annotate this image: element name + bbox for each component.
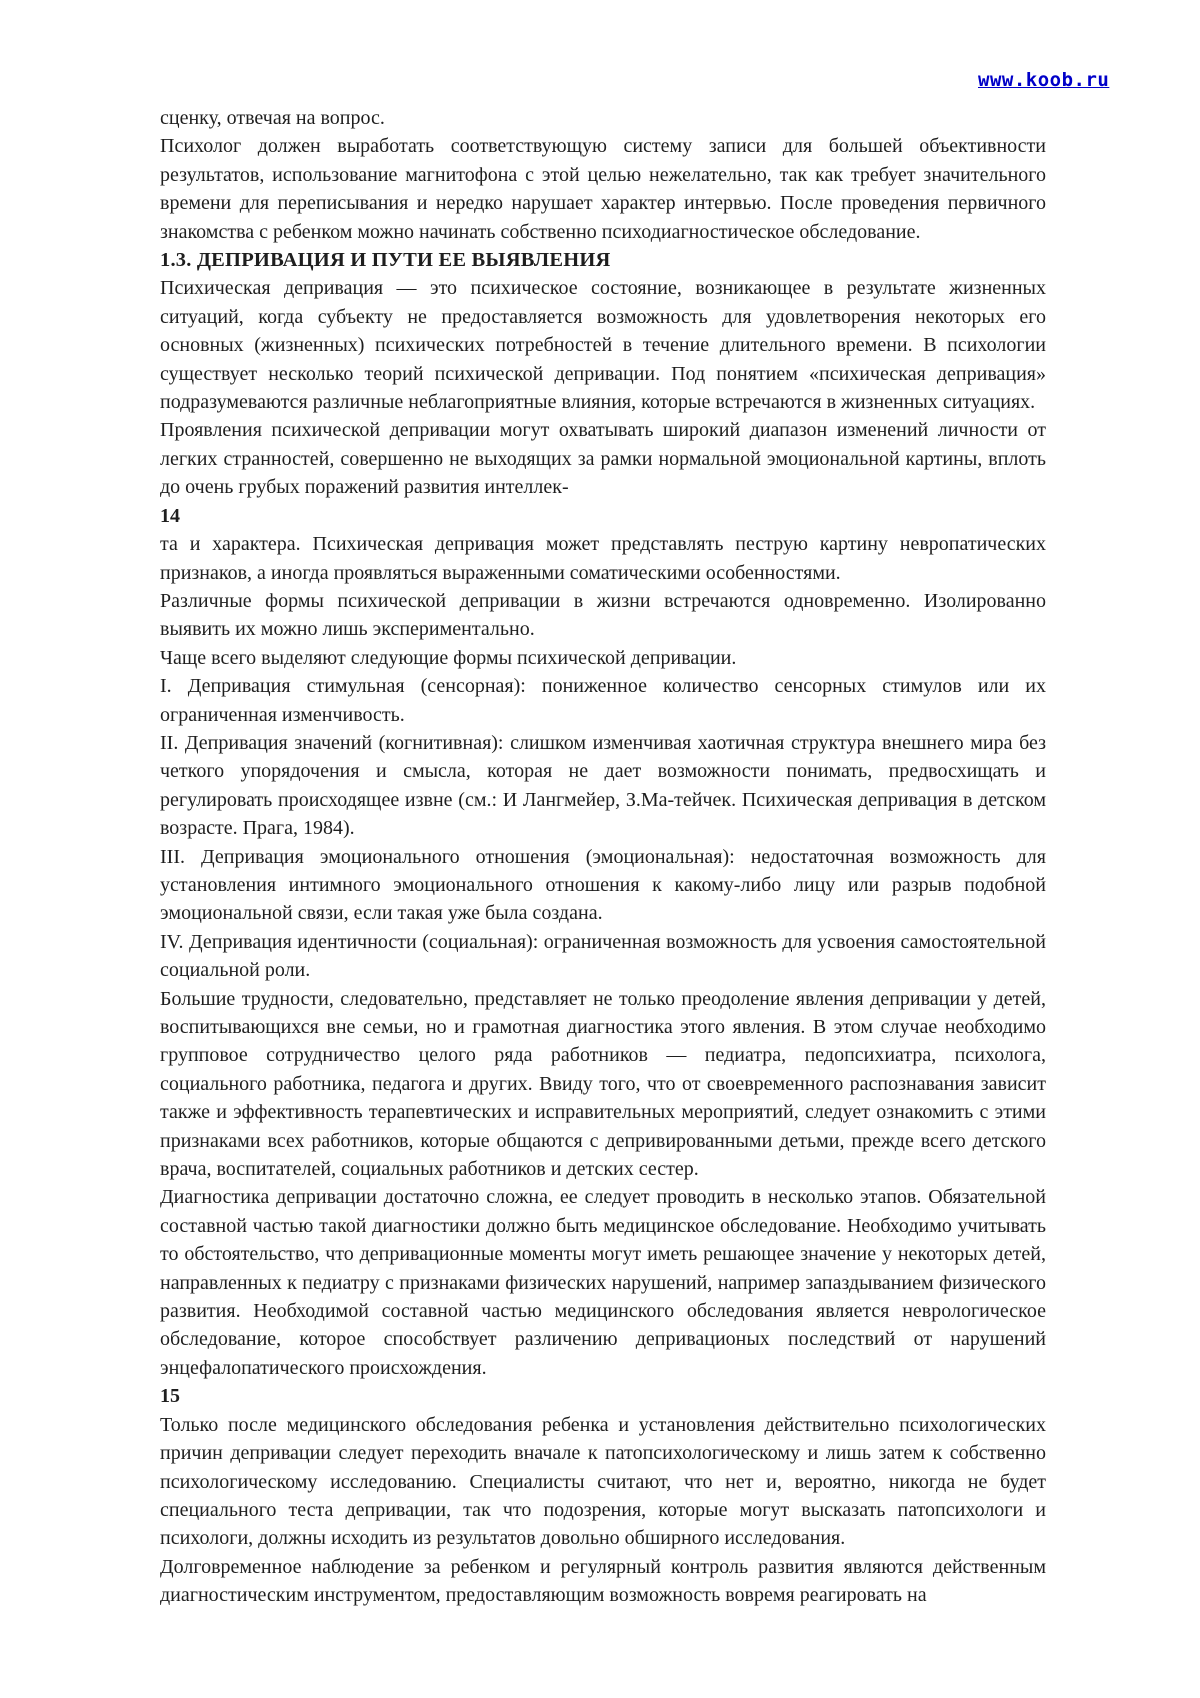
- paragraph: Проявления психической депривации могут охватывать широкий диапазон изменений личности от легких странностей, совершенно не выходящих за рамки нормальной эмоциональной картины, вплоть до очень грубых поражений развития интеллек-: [160, 419, 1046, 499]
- paragraph: Долговременное наблюдение за ребенком и регулярный контроль развития являются действенным диагностическим инструментом, предоставляющим возможность вовремя реагировать на: [160, 1555, 1046, 1607]
- section-heading: 1.3. ДЕПРИВАЦИЯ И ПУТИ ЕЕ ВЫЯВЛЕНИЯ: [160, 249, 611, 272]
- page-number-14: 14: [160, 504, 180, 527]
- paragraph: Чаще всего выделяют следующие формы психической депривации.: [160, 646, 737, 669]
- paragraph: Психолог должен выработать соответствующую систему записи для большей объективности результатов, использование магнитофона с этой целью нежелательно, так как требует значительного времени для переписывания и нередко нарушает характер интервью. После проведения первичного знакомства с ребенком можно начинать собственно психодиагностическое обследование.: [160, 135, 1046, 243]
- document-content: [160, 104, 1046, 1610]
- paragraph: та и характера. Психическая депривация может представлять пеструю картину невропатических признаков, а иногда проявляться выраженными соматическими особенностями.: [160, 533, 1046, 584]
- paragraph: Диагностика депривации достаточно сложна, ее следует проводить в несколько этапов. Обязательной составной частью такой диагностики должно быть медицинское обследование. Необходимо учитывать то обстоятельство, что депривационные моменты могут иметь решающее значение у некоторых детей, направленных к педиатру с признаками физических нарушений, например запаздыванием физического развития. Необходимой составной частью медицинского обследования является неврологическое обследование, которое способствует различению депривационых последствий от нарушений энцефалопатического происхождения.: [160, 1186, 1046, 1379]
- paragraph: Различные формы психической депривации в жизни встречаются одновременно. Изолированно выявить их можно лишь экспериментально.: [160, 589, 1046, 641]
- list-item-deprivation-2: II. Депривация значений (когнитивная): слишком изменчивая хаотичная структура внешнего мира без четкого упорядочения и смысла, которая не дает возможности понимать, предвосхищать и регулировать происходящее извне (см.: И Лангмейер, З.Ма-тейчек. Психическая депривация в детском возрасте. Прага, 1984).: [160, 731, 1046, 840]
- paragraph: сценку, отвечая на вопрос.: [160, 107, 385, 129]
- list-item-deprivation-4: IV. Депривация идентичности (социальная): ограниченная возможность для усвоения самостоятельной социальной роли.: [160, 930, 1046, 982]
- paragraph: Психическая депривация — это психическое состояние, возникающее в результате жизненных ситуаций, когда субъекту не предоставляется возможность для удовлетворения некоторых его основных (жизненных) психических потребностей в течение длительного времени. В психологии существует несколько теорий психической депривации. Под понятием «психическая депривация» подразумеваются различные неблагоприятные влияния, которые встречаются в жизненных ситуациях.: [160, 277, 1046, 414]
- paragraph: Большие трудности, следовательно, представляет не только преодоление явления депривации у детей, воспитывающихся вне семьи, но и грамотная диагностика этого явления. В этом случае необходимо групповое сотрудничество целого ряда работников — педиатра, педопсихиатра, психолога, социального работника, педагога и других. Ввиду того, что от своевременного распознавания зависит также и эффективность терапевтических и исправительных мероприятий, следует ознакомить с этими признаками всех работников, которые общаются с депривированными детьми, прежде всего детского врача, воспитателей, социальных работников и детских сестер.: [160, 987, 1046, 1181]
- paragraph: Только после медицинского обследования ребенка и установления действительно психологических причин депривации следует переходить вначале к патопсихологическому и лишь затем к собственно психологическому исследованию. Специалисты считают, что нет и, вероятно, никогда не будет специального теста депривации, так что подозрения, которые могут высказать патопсихологи и психологи, должны исходить из результатов довольно обширного исследования.: [160, 1413, 1046, 1550]
- page-number-15: 15: [160, 1385, 180, 1408]
- list-item-deprivation-3: III. Депривация эмоционального отношения (эмоциональная): недостаточная возможность для установления интимного эмоционального отношения к какому-либо лицу или разрыв подобной эмоциональной связи, если такая уже была создана.: [160, 845, 1046, 925]
- site-link[interactable]: www.koob.ru: [978, 69, 1110, 91]
- list-item-deprivation-1: I. Депривация стимульная (сенсорная): пониженное количество сенсорных стимулов или их ограниченная изменчивость.: [160, 675, 1046, 726]
